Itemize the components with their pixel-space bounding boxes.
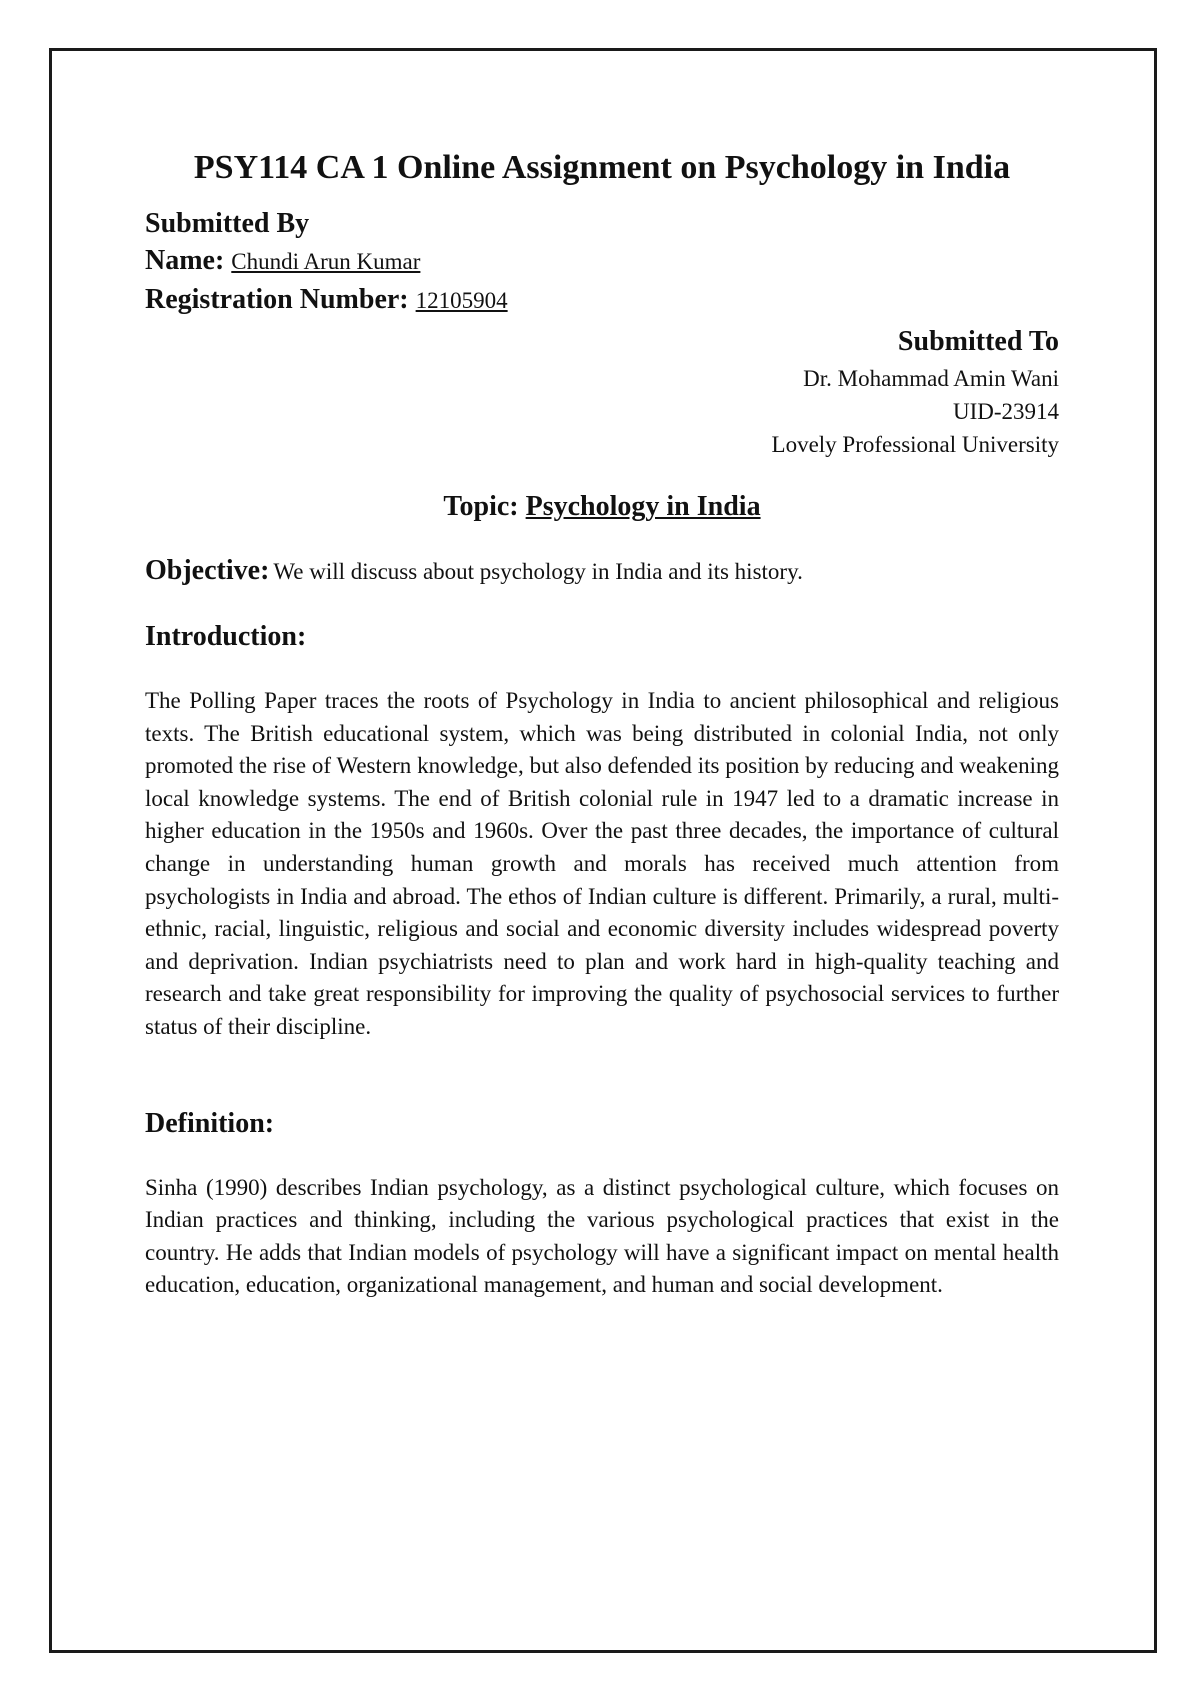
topic-line (145, 487, 1059, 527)
introduction-heading: Introduction: (145, 621, 307, 652)
supervisor-uid: UID-23914 (952, 399, 1059, 424)
document-body (145, 140, 1059, 1302)
definition-heading: Definition: (145, 1107, 275, 1139)
objective-label: Objective: (145, 555, 270, 586)
submitted-to-block (145, 322, 1059, 461)
topic-label: Topic: (443, 491, 519, 522)
submitted-by-heading: Submitted By (145, 208, 310, 239)
name-value: Chundi Arun Kumar (231, 249, 421, 274)
objective-value: We will discuss about psychology in India and its history. (273, 559, 803, 584)
supervisor-name: Dr. Mohammad Amin Wani (803, 366, 1059, 391)
name-line (145, 242, 1059, 281)
introduction-paragraph: The Polling Paper traces the roots of Psychology in India to ancient philosophical and religious texts. The British educational system, which was being distributed in colonial India, not only promoted the rise of Western knowledge, but also defended its position by reducing and weakening local knowledge systems. The end of British colonial rule in 1947 led to a dramatic increase in higher education in the 1950s and 1960s. Over the past three decades, the importance of cultural change in understanding human growth and morals has received much attention from psychologists in India and abroad. The ethos of Indian culture is different. Primarily, a rural, multi-ethnic, racial, linguistic, religious and social and economic diversity includes widespread poverty and deprivation. Indian psychiatrists need to plan and work hard in high-quality teaching and research and take great responsibility for improving the quality of psychosocial services to further status of their discipline. (145, 688, 1059, 1039)
registration-value: 12105904 (415, 288, 508, 313)
objective-line (145, 551, 1059, 595)
registration-label: Registration Number: (145, 284, 409, 315)
definition-paragraph: Sinha (1990) describes Indian psychology, as a distinct psychological culture, which focuses on Indian practices and thinking, including the various psychological practices that exist in the country. He adds that Indian models of psychology will have a significant impact on mental health education, education, organizational management, and human and social development. (145, 1174, 1059, 1298)
registration-line (145, 281, 1059, 320)
university-name: Lovely Professional University (771, 432, 1059, 457)
name-label: Name: (145, 245, 225, 276)
topic-value: Psychology in India (525, 491, 761, 522)
document-title: PSY114 CA 1 Online Assignment on Psychology in India (193, 149, 1011, 186)
submitted-by-block (145, 206, 1059, 320)
submitted-to-heading: Submitted To (897, 326, 1059, 357)
